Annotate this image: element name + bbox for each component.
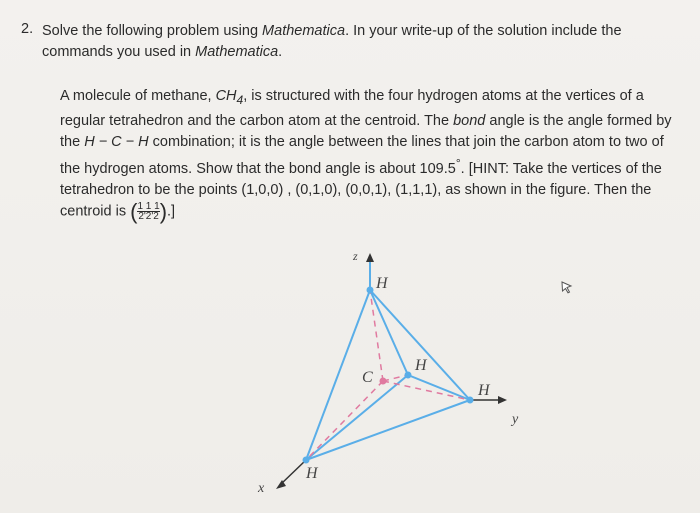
z-axis-label: z (353, 249, 358, 263)
problem-body: A molecule of methane, $CH_4$, is structured with the four hydrogen atoms at the vertices of a regular tetrahedron and the carbon atom at the centroid. The bond angle is the angle formed by the H − C − H combination; it is the angle between the lines that join the carbon atom to two of the hydrogen atoms. Show that the bond angle is about 109.5°. [HINT: Take the vertices of the tetrahedron to be the points (1,0,0) , (0,1,0), (0,0,1), (1,1,1), as shown in the figure. Then the centroid is ( $\frac{1 1 1}{2'2'2}$ ).] (60, 88, 672, 224)
centroid-fraction: $\frac{1 1 1}{2'2'2}$ (137, 200, 160, 222)
label-h-right: H (478, 382, 490, 399)
atom-h-top (367, 287, 374, 294)
y-axis-label: y (512, 412, 519, 427)
label-carbon: C (362, 369, 373, 386)
edge-mid-right (408, 375, 470, 400)
tetrahedron-figure (240, 240, 540, 510)
x-axis-label: x (258, 481, 265, 496)
x-axis (280, 460, 306, 485)
atom-h-bottom (303, 457, 310, 464)
mouse-cursor-icon (560, 280, 574, 294)
label-h-bottom: H (306, 465, 318, 482)
label-h-mid: H (415, 357, 427, 374)
bond-c-right (383, 381, 470, 400)
problem-intro: Solve the following problem using Mathematica. In your write-up of the solution include the commands you used in Mathematica. (42, 23, 622, 60)
edge-bottom-right (306, 400, 470, 460)
atom-h-mid (405, 372, 412, 379)
atom-h-right (467, 397, 474, 404)
label-h-top: H (376, 275, 388, 292)
atom-carbon (380, 378, 387, 385)
bond-c-bottom (306, 381, 383, 460)
y-axis-arrow (498, 396, 507, 404)
problem-number: 2. (21, 21, 34, 37)
z-axis-arrow (366, 253, 374, 262)
